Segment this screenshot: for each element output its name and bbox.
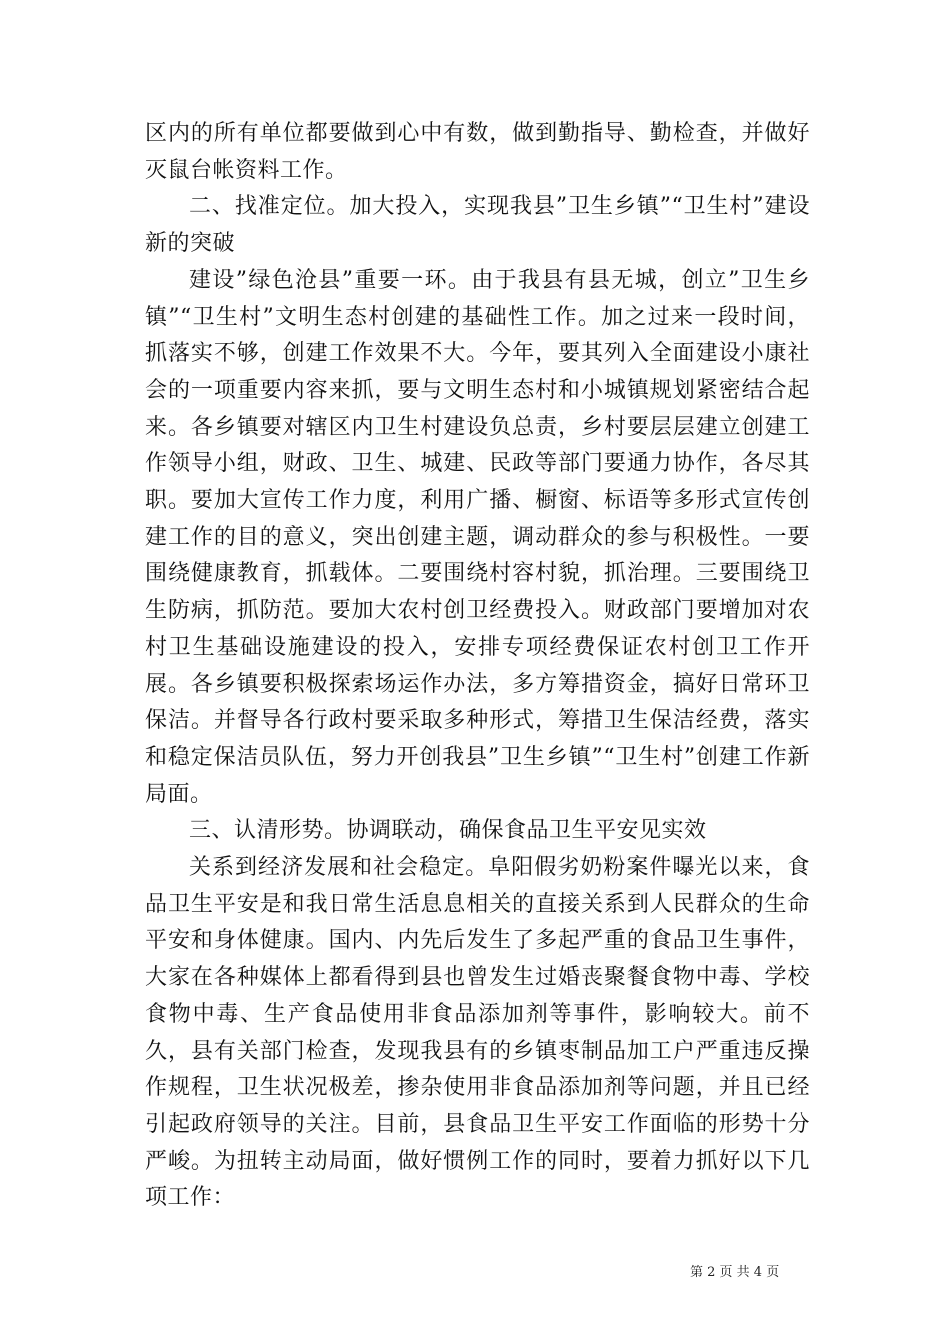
paragraph-5: 关系到经济发展和社会稳定。阜阳假劣奶粉案件曝光以来，食品卫生平安是和我日常生活息息相关的直接关系到人民群众的生命平安和身体健康。国内、内先后发生了多起严重的食品卫生事件，大家在各种媒体上都看得到县也曾发生过婚丧聚餐食物中毒、学校食物中毒、生产食品使用非食品添加剂等事件，影响较大。前不久，县有关部门检查，发现我县有的乡镇枣制品加工户严重违反操作规程，卫生状况极差，掺杂使用非食品添加剂等问题，并且已经引起政府领导的关注。目前，县食品卫生平安工作面临的形势十分严峻。为扭转主动局面，做好惯例工作的同时，要着力抓好以下几项工作： [145, 855, 810, 1211]
paragraph-3: 建设”绿色沧县”重要一环。由于我县有县无城，创立”卫生乡镇”“卫生村”文明生态村创建的基础性工作。加之过来一段时间，抓落实不够，创建工作效果不大。今年，要其列入全面建设小康社会的一项重要内容来抓，要与文明生态村和小城镇规划紧密结合起来。各乡镇要对辖区内卫生村建设负总责，乡村要层层建立创建工作领导小组，财政、卫生、城建、民政等部门要通力协作，各尽其职。要加大宣传工作力度，利用广播、橱窗、标语等多形式宣传创建工作的目的意义，突出创建主题，调动群众的参与积极性。一要围绕健康教育，抓载体。二要围绕村容村貌，抓治理。三要围绕卫生防病，抓防范。要加大农村创卫经费投入。财政部门要增加对农村卫生基础设施建设的投入，安排专项经费保证农村创卫工作开展。各乡镇要积极探索场运作办法，多方筹措资金，搞好日常环卫保洁。并督导各行政村要采取多种形式，筹措卫生保洁经费，落实和稳定保洁员队伍，努力开创我县”卫生乡镇”“卫生村”创建工作新局面。 [145, 267, 810, 807]
section-heading-2: 二、找准定位。加大投入，实现我县”卫生乡镇”“卫生村”建设新的突破 [145, 194, 810, 257]
section-heading-3: 三、认清形势。协调联动，确保食品卫生平安见实效 [189, 818, 707, 844]
document-body [145, 116, 810, 1217]
page-number-footer: 第 2 页 共 4 页 [690, 1265, 780, 1280]
paragraph-1: 区内的所有单位都要做到心中有数，做到勤指导、勤检查，并做好灭鼠台帐资料工作。 [145, 121, 810, 183]
